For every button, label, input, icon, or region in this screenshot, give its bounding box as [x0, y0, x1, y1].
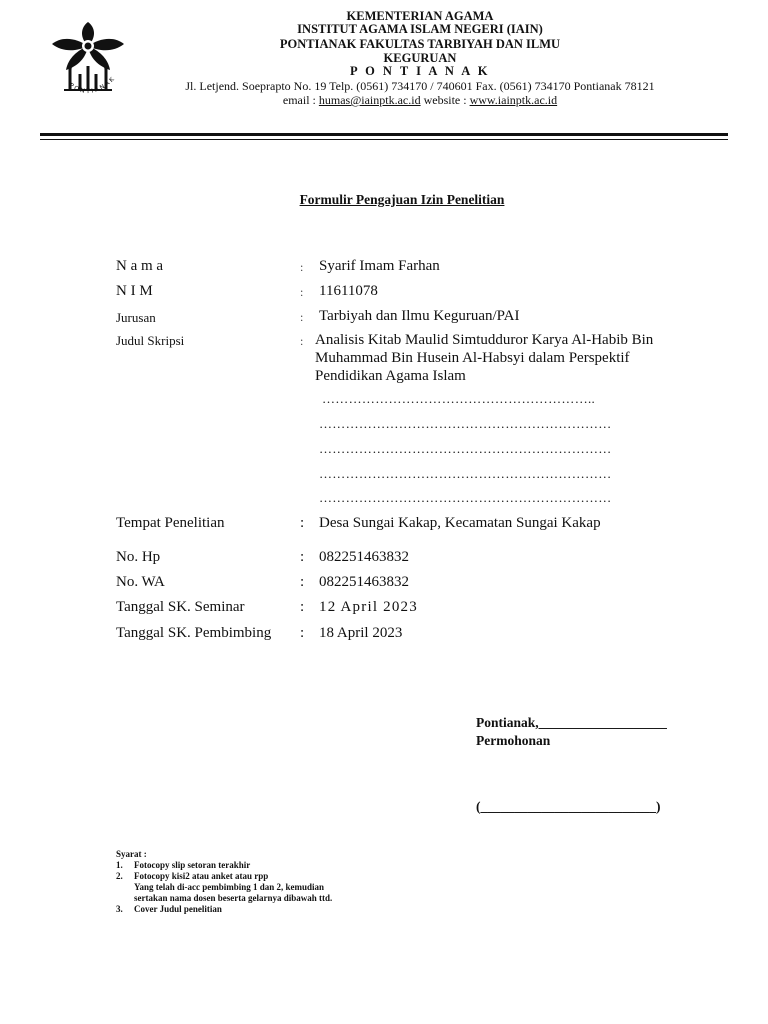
website-link[interactable]: www.iainptk.ac.id	[469, 93, 558, 107]
header-divider-thick	[40, 133, 728, 136]
pembimbing-label: Tanggal SK. Pembimbing	[116, 625, 272, 641]
email-label: email :	[282, 93, 316, 107]
website-label: website :	[423, 93, 467, 107]
header-city: P O N T I A N A K	[350, 64, 490, 78]
header-ministry: KEMENTERIAN AGAMA	[346, 9, 494, 23]
requirement-text: Fotocopy slip setoran terakhir	[134, 860, 251, 870]
signature-close-paren: )	[656, 799, 661, 814]
list-item	[116, 882, 332, 893]
institution-logo	[46, 16, 130, 102]
hp-colon: :	[300, 549, 305, 565]
signature-open-paren: (	[476, 799, 481, 814]
nama-colon: :	[300, 260, 304, 274]
signature-place	[476, 715, 667, 731]
svg-text:PONTIANAK	[68, 75, 117, 95]
list-item	[116, 860, 332, 871]
header-address: Jl. Letjend. Soeprapto No. 19 Telp. (0561) 734170 / 740601 Fax. (0561) 734170 Pontianak 78121	[185, 79, 655, 93]
seminar-value: 12 April 2023	[319, 599, 418, 615]
header-faculty-line2: KEGURUAN	[383, 51, 457, 65]
header-divider-thin	[40, 139, 728, 140]
jurusan-label: Jurusan	[116, 310, 156, 325]
requirement-text: Yang telah di-acc pembimbing 1 dan 2, kemudian	[134, 882, 325, 892]
requirement-number: 2.	[116, 871, 123, 881]
nim-value: 11611078	[319, 283, 378, 299]
signature-name-blank: __________________________	[480, 799, 656, 814]
nim-label: N I M	[116, 283, 153, 299]
wa-value: 082251463832	[319, 574, 409, 590]
form-title: Formulir Pengajuan Izin Penelitian	[299, 192, 505, 207]
seminar-colon: :	[300, 599, 305, 615]
judul-colon: :	[300, 334, 304, 348]
tempat-value: Desa Sungai Kakap, Kecamatan Sungai Kakap	[319, 515, 601, 531]
requirement-number: 1.	[116, 860, 123, 870]
list-item	[116, 904, 332, 915]
email-link[interactable]: humas@iainptk.ac.id	[318, 93, 421, 107]
requirement-text: sertakan nama dosen beserta gelarnya dibawah ttd.	[134, 893, 333, 903]
jurusan-colon: :	[300, 310, 304, 324]
tempat-label: Tempat Penelitian	[116, 515, 225, 531]
dotted-line: …………………………………………………………	[319, 466, 612, 481]
seminar-label: Tanggal SK. Seminar	[116, 599, 245, 615]
hp-label: No. Hp	[116, 549, 161, 565]
header-institute: INSTITUT AGAMA ISLAM NEGERI (IAIN)	[297, 22, 543, 36]
hp-value: 082251463832	[319, 549, 409, 565]
nama-value: Syarif Imam Farhan	[319, 258, 440, 274]
dotted-line: …………………………………………………………	[319, 416, 612, 431]
iain-emblem-icon	[46, 16, 130, 102]
dotted-line: …………………………………………………………	[319, 490, 612, 505]
list-item	[116, 871, 332, 882]
nim-colon: :	[300, 285, 304, 299]
nama-label: N a m a	[116, 258, 164, 274]
wa-label: No. WA	[116, 574, 165, 590]
requirement-number: 3.	[116, 904, 123, 914]
requirement-text: Fotocopy kisi2 atau anket atau rpp	[134, 871, 269, 881]
requirements-heading: Syarat :	[116, 849, 147, 859]
judul-label: Judul Skripsi	[116, 333, 185, 348]
header-faculty-line1: PONTIANAK FAKULTAS TARBIYAH DAN ILMU	[279, 37, 561, 51]
tempat-colon: :	[300, 515, 305, 531]
list-item	[116, 893, 332, 904]
signature-place-label: Pontianak,	[476, 715, 539, 730]
signature-place-blank: ___________________	[538, 715, 667, 730]
requirements-list	[116, 860, 332, 915]
signature-role: Permohonan	[476, 733, 551, 748]
dotted-line: ……………………………………………………..	[322, 391, 596, 406]
wa-colon: :	[300, 574, 305, 590]
dotted-line: …………………………………………………………	[319, 441, 612, 456]
requirement-text: Cover Judul penelitian	[134, 904, 222, 914]
pembimbing-value: 18 April 2023	[319, 625, 403, 641]
judul-value: Analisis Kitab Maulid Simtudduror Karya Al-Habib Bin Muhammad Bin Husein Al-Habsyi dalam Perspektif Pendidikan Agama Islam	[315, 332, 654, 384]
signature-name-line	[476, 799, 661, 815]
header-contact	[130, 94, 710, 107]
jurusan-value: Tarbiyah dan Ilmu Keguruan/PAI	[319, 308, 520, 324]
logo-text: PONTIANAK	[67, 74, 118, 96]
pembimbing-colon: :	[300, 625, 305, 641]
